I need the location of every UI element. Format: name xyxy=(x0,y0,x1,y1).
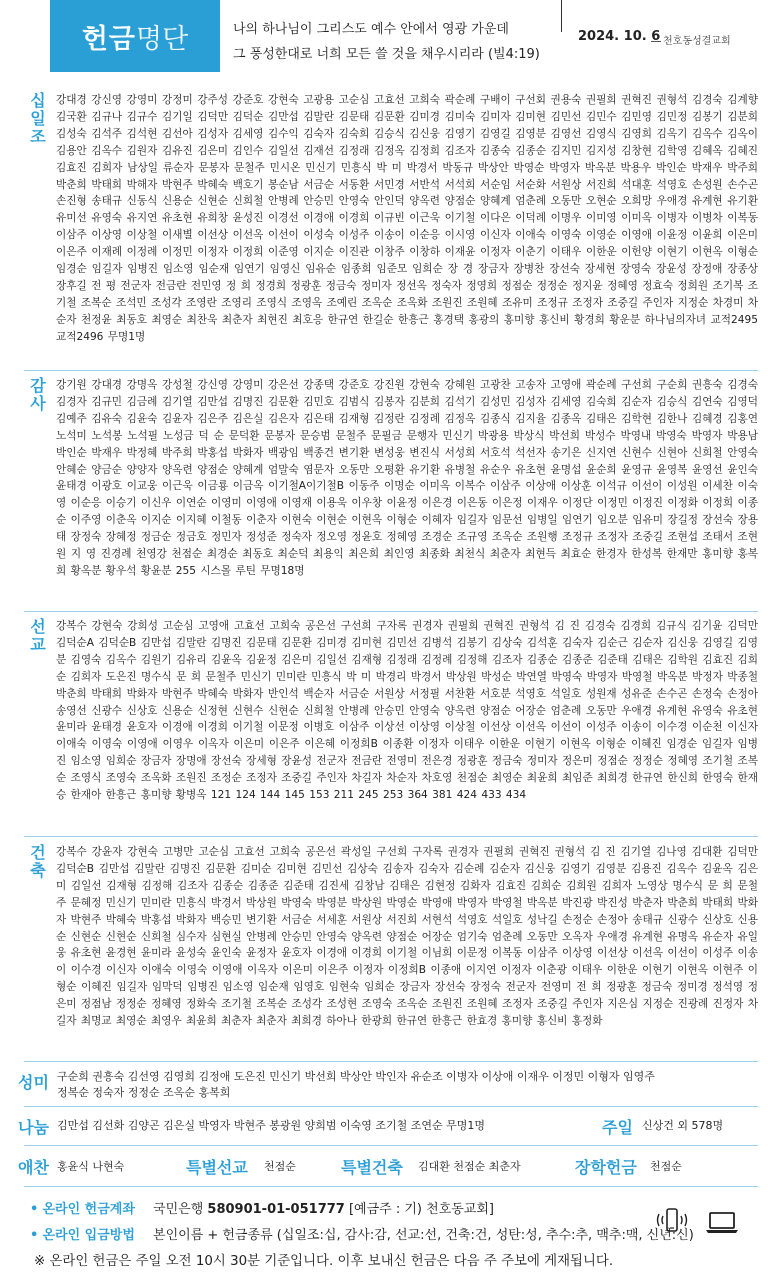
bible-verse xyxy=(233,17,540,67)
section-divider xyxy=(24,611,758,612)
row-label-special-mission: 특별선교 xyxy=(186,1158,248,1177)
bullet: • xyxy=(30,1202,39,1217)
bulletin-date: 2024. 10. 6 xyxy=(578,29,661,44)
page-title-box xyxy=(50,0,220,72)
section-thanks xyxy=(24,377,758,605)
section-divider xyxy=(24,1106,758,1107)
row-text-sharing: 김만섭 김선화 김양곤 김은실 박영자 박현주 봉광원 양희범 이숙영 조기철 조연순 무명1명 xyxy=(57,1119,485,1132)
section-names-thanks: 강기원 강대경 강명옥 강성철 강신영 강영미 강은선 강종택 강준호 강진원 강현숙 강혜원 고광찬 고송자 고영애 곽순례 구선희 구순희 권흥숙 김경숙 김경자 김규민 김금례 김기열 김만섭 김명진 김문환 김민호 김범식 김봉자 김분희 김석기 김성민 김성자 김세영 김숙희 김순자 김승식 김연숙 김영덕 김예주 김유숙 김윤숙 김윤자 김은주 김은실 김은자 김은태 김재형 김정란 김정례 김정옥 김종식 김지율 김종옥 김태은 김학현 김한나 김혜경 김홍연 노석미 노석봉 노석필 노성금 덕 순 문덕환 문봉자 문승범 문철주 문필금 문행자 민신기 박광용 박상식 박선희 박성수 박영내 박영숙 박영자 박용남 박인순 박재우 박정혜 박주희 박홍섭 박화자 백광임 백종건 변기환 변성웅 변진식 서성희 서호석 석선자 송기은 신지연 신현수 신현아 신희철 안영숙 안혜순 양금순 양양자 양옥련 양점순 양혜계 엄말숙 염문자 오동만 오평환 유기환 유병철 유순우 유초현 윤명섭 윤순희 윤영규 윤영복 윤영선 윤인숙 윤태경 이광호 이교웅 이근욱 이금룡 이금옥 이기철A이기철B 이동주 이명순 이미옥 이복수 이삼주 이상애 이상훈 이석규 이선이 이성원 이세찬 이숙영 이순응 이승기 이신우 이연순 이영미 이영애 이영재 이용욱 이우창 이윤정 이은경 이은동 이은정 이재우 이정단 이정민 이정진 이정화 이정희 이종순 이주영 이춘옥 이지순 이지혜 이철동 이춘자 이현숙 이현순 이현옥 이형순 이혜자 임길자 임문선 임병일 임연기 임오분 임유미 장길정 장선숙 장용태 장정숙 장혜정 정금순 정금호 정민자 정성준 정숙자 정오영 정윤호 정혜영 조경순 조규영 조옥순 조원행 조정규 조정자 조중길 조현섭 조태서 조현원 지 영 진경례 천영강 천점순 최경순 최동호 최순덕 최용익 최은희 최인영 최종화 최천식 최춘자 최현득 최효순 한경자 한성복 한재만 홍미향 홍복희 황옥분 황우석 황윤분 255 시스몰 루틴 무명18명 xyxy=(56,379,758,577)
section-divider xyxy=(24,370,758,371)
row-text-special-building: 김대환 천점순 최춘자 xyxy=(418,1160,521,1173)
footer-method xyxy=(30,1224,694,1243)
section-divider xyxy=(24,1186,758,1187)
footer-note: ※ 온라인 헌금은 주일 오전 10시 30분 기준입니다. 이후 보내신 헌금은 다음 주 주보에 게재됩니다. xyxy=(34,1254,614,1269)
section-names-tithe: 강대경 강신영 강영미 강정미 강주성 강준호 강현숙 고광용 고순심 고효선 고희숙 곽순례 구배이 구선회 권용숙 권필희 권혁진 권형석 김경숙 김계향 김국환 김규나 김규수 김기일 김덕만 김덕순 김만섭 김말란 김문태 김문환 김미경 김미숙 김미자 김미현 김민선 김민수 김민영 김민정 김봉기 김분희 김성숙 김석주 김석현 김선아 김성자 김세영 김수익 김숙자 김숙희 김승식 김신웅 김영기 김영길 김영분 김영선 김영식 김영희 김옥기 김옥수 김옥이 김용안 김옥수 김원자 김유진 김은미 김인수 김일선 김재선 김정래 김정옥 김정희 김조자 김종숙 김종순 김지민 김지성 김창현 김학영 김혜옥 김혜진 김효진 김희자 남상일 류순자 문봉자 문철주 민시온 민신기 민흥식 박 미 박경서 박동규 박상안 박영순 박영자 박옥분 박용우 박인순 박재우 박주희 박춘희 박태희 박해자 박현주 박혜숙 백호기 봉순남 서금순 서동환 서민경 서반석 서석희 서순임 서순화 서원상 서진희 석대훈 석영호 손성원 손수곤 손진형 송태규 신동식 신용순 신현순 신희철 안병례 안승민 안영숙 안인덕 양옥련 양점순 양혜계 엄춘례 오동만 오현순 오희망 우애경 유계현 유기환 유미선 유영숙 유지연 유초현 유희창 윤성진 이경선 이경애 이경희 이규빈 이근욱 이기철 이다은 이덕례 이명우 이미영 이미옥 이병자 이병차 이복동 이삼주 이상영 이상철 이새별 이선상 이선옥 이선이 이성숙 이성주 이송이 이순응 이시영 이신자 이애숙 이영숙 이영순 이영애 이윤정 이윤희 이은미 이은주 이재례 이정례 이정민 이정자 이정희 이준영 이지순 이진관 이창주 이창하 이재윤 이정자 이춘기 이태우 이한운 이헌양 이현기 이현옥 이형순 임경순 임길자 임병진 임소영 임순재 임연기 임영신 임유순 임종희 임준모 임희순 장 경 장금자 장병찬 장선숙 장세현 장영숙 장윤성 장정애 장종상 장후길 전 평 전군자 전금란 전민영 정 희 정경희 정광훈 정금숙 정미자 정선옥 정숙자 정영희 정점순 정정순 정지윤 정혜영 정효숙 정희원 조기복 조기철 조복순 조석민 조성각 조영란 조영리 조영식 조영옥 조예린 조옥순 조옥화 조원진 조원혜 조유미 조정규 조정자 조중길 주인자 지정순 차경미 차순자 천정윤 최동호 최영순 최찬욱 최춘자 최현진 최호응 한규연 한길순 한흥근 홍경택 홍광의 홍미향 홍신비 황경희 황운분 하나님의자녀 교적2495 교적2496 무명1명 xyxy=(56,94,758,343)
row-label-scholarship: 장학헌금 xyxy=(575,1158,637,1177)
section-label-mission: 선교 xyxy=(27,618,47,654)
section-tithe xyxy=(24,92,758,364)
section-divider xyxy=(24,1145,758,1146)
page-title-sub: 명단 xyxy=(136,23,189,55)
method-text: 본인이름 + 헌금종류 (십일조:십, 감사:감, 선교:선, 건축:건, 성탄:성, 추수:추, 맥추:맥, 신년:신) xyxy=(153,1228,694,1243)
account-label: 온라인 헌금계좌 xyxy=(42,1202,135,1217)
section-mission xyxy=(24,618,758,830)
account-holder: [예금주 : 기) 천호동교회] xyxy=(348,1202,494,1217)
account-bank: 국민은행 xyxy=(153,1202,204,1217)
page-title-main: 헌금 xyxy=(81,23,136,55)
row-label-love: 애찬 xyxy=(18,1158,49,1177)
section-divider xyxy=(24,1061,758,1062)
section-label-thanks: 감사 xyxy=(27,377,47,413)
section-label-building: 건축 xyxy=(27,844,47,880)
bullet: • xyxy=(30,1228,39,1243)
footer-account xyxy=(30,1198,494,1217)
header-divider xyxy=(561,0,562,32)
section-divider xyxy=(24,836,758,837)
row-text-scholarship: 천점순 xyxy=(650,1160,682,1173)
section-building xyxy=(24,844,758,1056)
account-number[interactable]: 580901-01-051777 xyxy=(207,1202,345,1217)
row-text-sunday: 신상건 외 578명 xyxy=(642,1119,724,1132)
church-name: 천호동성결교회 xyxy=(651,32,731,47)
row-text-love: 홍윤식 나현숙 xyxy=(57,1160,125,1173)
section-label-tithe: 십일조 xyxy=(27,92,47,146)
method-label: 온라인 입금방법 xyxy=(42,1228,135,1243)
section-names-building: 강복수 강윤자 강현숙 고병만 고순심 고효선 고희숙 공은선 곽성일 구선희 구자록 권경자 권필희 권혁진 권형석 김 진 김기열 김나영 김대환 김덕만 김덕순B 김만섭 김말란 김명진 김문환 김미순 김미현 김민선 김상숙 김송자 김숙자 김순례 김순자 김신웅 김영기 김영분 김용진 김옥수 김윤옥 김은미 김일선 김재형 김정해 김조자 김종순 김종준 김준태 김진세 김창남 김태은 김현정 김화자 김효진 김희순 김희원 김희자 노영상 명수식 문 희 문철주 문혜정 민신기 민미란 민흥식 박경서 박상원 박영숙 박영분 박상원 박영순 박영애 박영자 박영철 박옥분 박진광 박진성 박춘자 박춘희 박태희 박화자 박현주 박혜숙 박홍섭 박화자 백승민 변기환 서금순 서세훈 서원상 서진희 서현석 석영호 석일호 성낙길 손정순 손정아 송태규 신광수 신상호 신용순 신현순 신현순 신희철 심수자 심현실 안병례 안승민 안영숙 양옥련 양점순 어장순 엄기숙 엄춘례 오동만 오옥자 우애경 유계현 유명옥 유순자 유일웅 유초현 윤경현 윤미라 윤성숙 윤인숙 윤정자 윤호자 이경애 이경희 이기철 이님희 이문정 이복동 이삼주 이상영 이선상 이선옥 이선이 이성주 이송이 이수경 이신자 이애숙 이영숙 이영애 이옥자 이은미 이은주 이정자 이정희B 이종애 이지연 이정자 이춘광 이태우 이한운 이현기 이현옥 이현주 이형순 이혜진 임길자 임막덕 임병진 임소영 임순재 임영호 임현숙 임희순 장금자 장선숙 장정숙 전군자 전영미 전 희 정광훈 정금숙 정미경 정석영 정은미 정점남 정정순 정혜영 정화숙 조기철 조복순 조성각 조성현 조영숙 조옥순 조원진 조원혜 조정자 조중길 주인자 지은심 지정순 진광례 진정자 차길자 최명교 최영순 최영우 최윤희 최춘자 최춘자 최희경 하아나 한광희 한규연 한흥근 한효경 홍미향 홍신비 홍정화 xyxy=(56,846,758,1028)
row-text-special-mission: 천점순 xyxy=(264,1160,296,1173)
row-text-holiness-1: 구순희 권흥숙 김선영 김영희 김정애 도은진 민신기 박선희 박상안 박인자 유순조 이병자 이상애 이재우 이정민 이형자 임영주 xyxy=(57,1070,655,1083)
section-names-mission: 강복수 강현숙 강희성 고순심 고영애 고효선 고희숙 공은선 구선희 구자록 권경자 권필희 권혁진 권형석 김 진 김경숙 김경희 김규식 김기윤 김덕만 김덕순A 김덕순B 김만섭 김말란 김명진 김문태 김문환 김미경 김미현 김민선 김병석 김봉기 김상숙 김석훈 김숙자 김순근 김순자 김신웅 김영길 김영분 김영숙 김옥수 김원기 김유리 김윤옥 김윤정 김은미 김일선 김재형 김정래 김정례 김정해 김조자 김종순 김종준 김준태 김태은 김학원 김효진 김희순 김희자 도은진 명수식 문 희 문철주 민신기 민미란 민흥식 박 미 박경리 박경서 박상원 박성순 박연열 박영숙 박영자 박영철 박옥분 박정자 박종철 박춘희 박태희 박화자 박현주 박혜숙 박화자 반인석 백순자 서금순 서원상 서정필 서찬환 서호분 석영호 석일호 성원재 성유준 손수곤 손정숙 손정아 송영선 신광수 신상호 신용순 신정현 신현수 신현순 신희철 안병례 안승민 안영숙 양옥련 양점순 어장순 엄춘례 오동만 우애경 유계현 유영숙 유초현 윤미라 윤태경 윤호자 이경애 이경희 이기철 이문정 이병호 이삼주 이상선 이상영 이상철 이선상 이선옥 이선이 이성주 이송이 이수경 이순천 이신자 이애숙 이영숙 이영애 이영우 이옥자 이은미 이은주 이은혜 이정희B 이종환 이정자 이태우 이한운 이현기 이현옥 이형순 이혜진 임경순 임길자 임병진 임소영 임희순 장금자 장명애 장선숙 장세형 장윤성 전군자 전금란 전영미 전은경 정광훈 정금숙 정미자 정은미 정점순 정정순 정혜영 조기철 조복순 조영식 조영숙 조옥화 조원진 조정순 조정자 조중길 주인자 차길자 차순자 차호영 천점순 최영순 최윤희 최임준 최희경 한규연 한신희 한영숙 한재승 한재아 한흥근 홍미향 황병옥 121 124 144 145 153 211 245 253 364 381 424 433 434 xyxy=(56,620,758,802)
row-label-sunday: 주일 xyxy=(602,1118,633,1137)
laptop-icon xyxy=(705,1210,739,1234)
row-label-holiness: 성미 xyxy=(18,1073,49,1092)
verse-line-1: 나의 하나님이 그리스도 예수 안에서 영광 가운데 xyxy=(233,22,509,37)
verse-line-2: 그 풍성한대로 너희 모든 쓸 것을 채우시리라 (빌4:19) xyxy=(233,47,540,62)
row-text-holiness-2: 정복순 정숙자 정정순 조옥순 홍복희 xyxy=(57,1086,231,1099)
row-label-special-building: 특별건축 xyxy=(341,1158,403,1177)
row-label-sharing: 나눔 xyxy=(18,1118,49,1137)
